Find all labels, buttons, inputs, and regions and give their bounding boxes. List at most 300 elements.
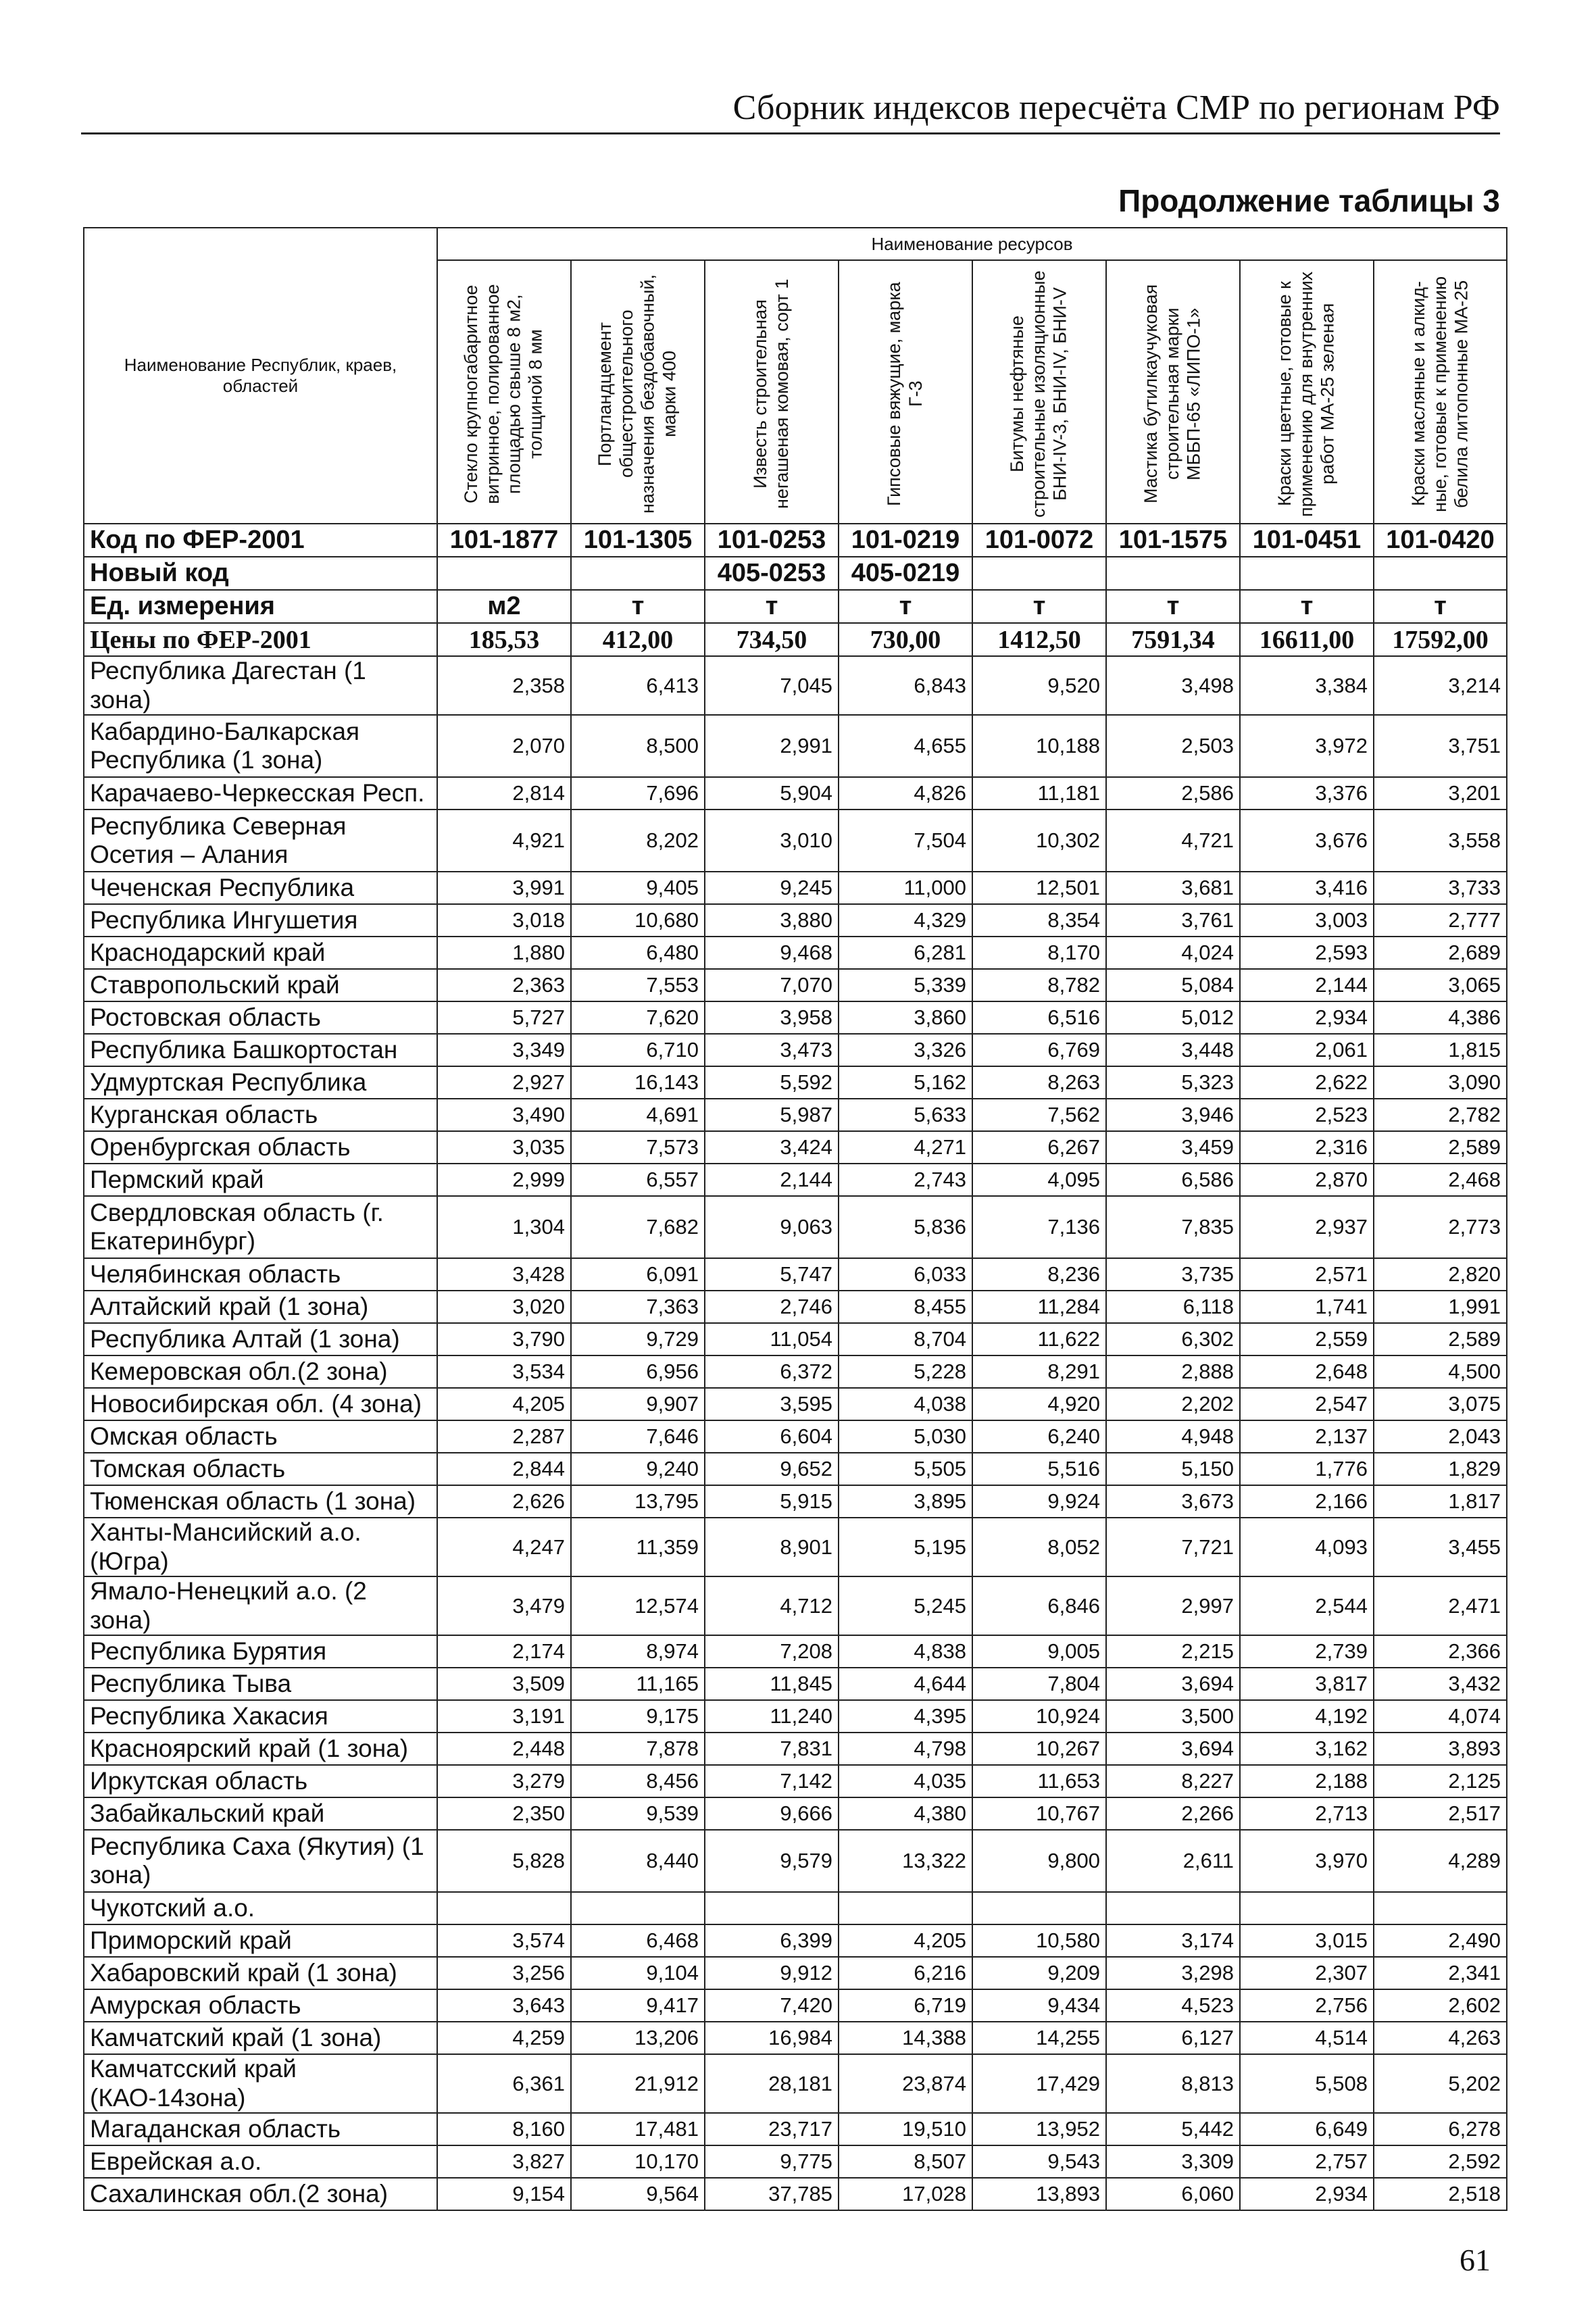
index-value: 2,757 xyxy=(1240,2145,1374,2178)
index-value: 2,215 xyxy=(1106,1635,1240,1668)
index-value: 3,065 xyxy=(1374,969,1507,1001)
index-value: 9,434 xyxy=(972,1989,1106,2022)
index-value: 2,366 xyxy=(1374,1635,1507,1668)
meta-value xyxy=(571,557,705,590)
index-value: 7,878 xyxy=(571,1733,705,1765)
index-value: 4,093 xyxy=(1240,1518,1374,1576)
resource-name: Краски масляные и алкид-ные, готовые к применению белила литопонные МА-25 xyxy=(1407,276,1472,512)
index-value: 3,174 xyxy=(1106,1924,1240,1957)
table-row xyxy=(84,1700,1507,1733)
index-value: 4,798 xyxy=(839,1733,972,1765)
index-value: 2,593 xyxy=(1240,937,1374,969)
meta-value xyxy=(972,557,1106,590)
index-value: 7,142 xyxy=(705,1765,839,1797)
index-value: 11,165 xyxy=(571,1668,705,1700)
meta-value: м2 xyxy=(437,590,571,623)
meta-value: 101-0072 xyxy=(972,524,1106,557)
index-value: 9,005 xyxy=(972,1635,1106,1668)
index-value: 6,468 xyxy=(571,1924,705,1957)
index-value: 3,958 xyxy=(705,1001,839,1034)
meta-value: 412,00 xyxy=(571,623,705,656)
index-value: 6,361 xyxy=(437,2054,571,2113)
table-row xyxy=(84,1323,1507,1355)
index-value: 6,413 xyxy=(571,656,705,715)
index-value: 14,255 xyxy=(972,2022,1106,2054)
index-value: 1,829 xyxy=(1374,1453,1507,1485)
resource-name: Краски цветные, готовые к применению для внутренних работ МА-25 зеленая xyxy=(1274,271,1338,517)
meta-value: т xyxy=(1374,590,1507,623)
index-value: 3,751 xyxy=(1374,715,1507,777)
index-value: 3,020 xyxy=(437,1291,571,1323)
index-value xyxy=(437,1892,571,1924)
index-value: 11,000 xyxy=(839,872,972,904)
index-value xyxy=(1106,1892,1240,1924)
table-row xyxy=(84,872,1507,904)
index-value: 8,052 xyxy=(972,1518,1106,1576)
index-value: 8,263 xyxy=(972,1066,1106,1099)
index-value: 2,814 xyxy=(437,777,571,810)
index-value: 2,468 xyxy=(1374,1164,1507,1196)
table-row xyxy=(84,1099,1507,1131)
index-value: 3,090 xyxy=(1374,1066,1507,1099)
index-value: 3,558 xyxy=(1374,810,1507,872)
index-value: 10,580 xyxy=(972,1924,1106,1957)
index-value: 1,815 xyxy=(1374,1034,1507,1066)
index-value: 6,649 xyxy=(1240,2113,1374,2145)
index-value: 4,205 xyxy=(437,1388,571,1420)
index-value: 3,673 xyxy=(1106,1485,1240,1518)
header-row-top xyxy=(84,228,1507,260)
index-value: 3,326 xyxy=(839,1034,972,1066)
index-value: 3,595 xyxy=(705,1388,839,1420)
table-row xyxy=(84,937,1507,969)
meta-value: т xyxy=(571,590,705,623)
resource-header-6 xyxy=(1106,260,1240,524)
index-value: 7,070 xyxy=(705,969,839,1001)
index-value: 7,835 xyxy=(1106,1196,1240,1258)
index-value: 8,160 xyxy=(437,2113,571,2145)
meta-label: Ед. измерения xyxy=(84,590,437,623)
index-value xyxy=(1240,1892,1374,1924)
index-value: 2,592 xyxy=(1374,2145,1507,2178)
region-name: Амурская область xyxy=(84,1989,437,2022)
index-value: 5,162 xyxy=(839,1066,972,1099)
index-value: 2,061 xyxy=(1240,1034,1374,1066)
index-value: 3,490 xyxy=(437,1099,571,1131)
index-value: 5,339 xyxy=(839,969,972,1001)
index-value: 7,682 xyxy=(571,1196,705,1258)
table-row xyxy=(84,1765,1507,1797)
index-value: 3,534 xyxy=(437,1355,571,1388)
index-value: 2,586 xyxy=(1106,777,1240,810)
index-value: 23,874 xyxy=(839,2054,972,2113)
index-value: 2,316 xyxy=(1240,1131,1374,1164)
index-value: 2,589 xyxy=(1374,1323,1507,1355)
index-value: 3,895 xyxy=(839,1485,972,1518)
region-name: Республика Алтай (1 зона) xyxy=(84,1323,437,1355)
region-name: Республика Хакасия xyxy=(84,1700,437,1733)
index-value: 11,622 xyxy=(972,1323,1106,1355)
index-value: 10,188 xyxy=(972,715,1106,777)
table-row xyxy=(84,1892,1507,1924)
meta-value: 17592,00 xyxy=(1374,623,1507,656)
resource-name: Битумы нефтяные строительные изоляционные БНИ-IV-3, БНИ-IV, БНИ-V xyxy=(1007,270,1070,518)
index-value: 4,329 xyxy=(839,904,972,937)
region-name: Тюменская область (1 зона) xyxy=(84,1485,437,1518)
index-value: 5,442 xyxy=(1106,2113,1240,2145)
resource-name: Известь строительная негашеная комовая, сорт 1 xyxy=(750,278,792,509)
index-value: 4,514 xyxy=(1240,2022,1374,2054)
index-value: 6,118 xyxy=(1106,1291,1240,1323)
index-value: 2,571 xyxy=(1240,1258,1374,1291)
table-row xyxy=(84,715,1507,777)
index-value: 6,956 xyxy=(571,1355,705,1388)
index-value: 3,349 xyxy=(437,1034,571,1066)
meta-value: 7591,34 xyxy=(1106,623,1240,656)
meta-value: т xyxy=(1240,590,1374,623)
index-value: 2,997 xyxy=(1106,1576,1240,1635)
index-value: 4,500 xyxy=(1374,1355,1507,1388)
index-value: 1,776 xyxy=(1240,1453,1374,1485)
index-value: 3,455 xyxy=(1374,1518,1507,1576)
index-value: 7,136 xyxy=(972,1196,1106,1258)
region-name: Омская область xyxy=(84,1420,437,1453)
index-value: 5,012 xyxy=(1106,1001,1240,1034)
index-value: 2,999 xyxy=(437,1164,571,1196)
index-value: 6,480 xyxy=(571,937,705,969)
index-value: 9,468 xyxy=(705,937,839,969)
region-name: Краснодарский край xyxy=(84,937,437,969)
index-value xyxy=(972,1892,1106,1924)
index-value: 16,984 xyxy=(705,2022,839,2054)
index-value: 10,680 xyxy=(571,904,705,937)
table-row xyxy=(84,1258,1507,1291)
table-row xyxy=(84,1485,1507,1518)
index-value: 13,322 xyxy=(839,1830,972,1892)
meta-value: 101-0451 xyxy=(1240,524,1374,557)
index-value: 3,201 xyxy=(1374,777,1507,810)
index-value: 4,038 xyxy=(839,1388,972,1420)
index-value: 2,125 xyxy=(1374,1765,1507,1797)
index-value: 2,144 xyxy=(705,1164,839,1196)
index-value: 3,416 xyxy=(1240,872,1374,904)
resource-name: Гипсовые вяжущие, марка Г-3 xyxy=(884,282,926,506)
index-value: 9,245 xyxy=(705,872,839,904)
index-value: 5,508 xyxy=(1240,2054,1374,2113)
meta-row xyxy=(84,623,1507,656)
index-value: 9,405 xyxy=(571,872,705,904)
index-value: 2,648 xyxy=(1240,1355,1374,1388)
index-value: 6,302 xyxy=(1106,1323,1240,1355)
index-value: 2,937 xyxy=(1240,1196,1374,1258)
index-value: 2,713 xyxy=(1240,1797,1374,1830)
meta-value: т xyxy=(1106,590,1240,623)
region-name: Челябинская область xyxy=(84,1258,437,1291)
meta-value xyxy=(1374,557,1507,590)
index-value: 5,228 xyxy=(839,1355,972,1388)
index-value: 4,920 xyxy=(972,1388,1106,1420)
resource-header-4 xyxy=(839,260,972,524)
meta-row xyxy=(84,590,1507,623)
index-value: 3,479 xyxy=(437,1576,571,1635)
index-value: 13,893 xyxy=(972,2178,1106,2210)
index-value: 2,043 xyxy=(1374,1420,1507,1453)
index-value: 3,424 xyxy=(705,1131,839,1164)
index-value: 16,143 xyxy=(571,1066,705,1099)
index-value: 2,559 xyxy=(1240,1323,1374,1355)
index-value: 7,831 xyxy=(705,1733,839,1765)
index-value: 9,912 xyxy=(705,1957,839,1989)
index-value: 5,516 xyxy=(972,1453,1106,1485)
index-value: 8,704 xyxy=(839,1323,972,1355)
index-value: 5,633 xyxy=(839,1099,972,1131)
index-value: 7,420 xyxy=(705,1989,839,2022)
index-value: 5,323 xyxy=(1106,1066,1240,1099)
region-name: Камчатский край (1 зона) xyxy=(84,2022,437,2054)
running-title: Сборник индексов пересчёта СМР по регионам РФ xyxy=(732,89,1500,127)
index-value: 4,263 xyxy=(1374,2022,1507,2054)
table-row xyxy=(84,656,1507,715)
index-value: 9,729 xyxy=(571,1323,705,1355)
index-value: 1,304 xyxy=(437,1196,571,1258)
index-value: 4,024 xyxy=(1106,937,1240,969)
index-value: 3,473 xyxy=(705,1034,839,1066)
region-name: Карачаево-Черкесская Респ. xyxy=(84,777,437,810)
index-value: 5,828 xyxy=(437,1830,571,1892)
meta-value: 730,00 xyxy=(839,623,972,656)
index-value: 5,747 xyxy=(705,1258,839,1291)
index-value: 3,970 xyxy=(1240,1830,1374,1892)
index-value: 3,432 xyxy=(1374,1668,1507,1700)
index-value: 2,144 xyxy=(1240,969,1374,1001)
table-row xyxy=(84,969,1507,1001)
table-row xyxy=(84,2113,1507,2145)
index-value: 2,888 xyxy=(1106,1355,1240,1388)
region-name: Ямало-Ненецкий а.о. (2 зона) xyxy=(84,1576,437,1635)
table-row xyxy=(84,904,1507,937)
resources-header: Наименование ресурсов xyxy=(437,228,1507,260)
index-value: 4,271 xyxy=(839,1131,972,1164)
index-value: 3,075 xyxy=(1374,1388,1507,1420)
index-value: 9,104 xyxy=(571,1957,705,1989)
meta-value: т xyxy=(705,590,839,623)
index-value: 8,455 xyxy=(839,1291,972,1323)
table-row xyxy=(84,1518,1507,1576)
index-value: 21,912 xyxy=(571,2054,705,2113)
table-row xyxy=(84,1957,1507,1989)
region-name: Забайкальский край xyxy=(84,1797,437,1830)
index-value: 9,579 xyxy=(705,1830,839,1892)
index-value: 11,284 xyxy=(972,1291,1106,1323)
index-value: 9,924 xyxy=(972,1485,1106,1518)
meta-value: 1412,50 xyxy=(972,623,1106,656)
index-value: 8,440 xyxy=(571,1830,705,1892)
index-value: 2,991 xyxy=(705,715,839,777)
index-value: 4,838 xyxy=(839,1635,972,1668)
index-value: 8,291 xyxy=(972,1355,1106,1388)
index-value: 6,240 xyxy=(972,1420,1106,1453)
table-row xyxy=(84,810,1507,872)
index-value: 11,845 xyxy=(705,1668,839,1700)
meta-value: т xyxy=(839,590,972,623)
index-value: 3,010 xyxy=(705,810,839,872)
index-value: 12,501 xyxy=(972,872,1106,904)
index-value: 3,003 xyxy=(1240,904,1374,937)
region-name: Кабардино-Балкарская Республика (1 зона) xyxy=(84,715,437,777)
meta-value xyxy=(1240,557,1374,590)
table-row xyxy=(84,1635,1507,1668)
index-value: 5,592 xyxy=(705,1066,839,1099)
index-value: 5,904 xyxy=(705,777,839,810)
index-value: 6,127 xyxy=(1106,2022,1240,2054)
index-value: 2,266 xyxy=(1106,1797,1240,1830)
index-value xyxy=(839,1892,972,1924)
index-value: 4,712 xyxy=(705,1576,839,1635)
meta-value: 101-1575 xyxy=(1106,524,1240,557)
region-name: Республика Бурятия xyxy=(84,1635,437,1668)
index-value xyxy=(1374,1892,1507,1924)
index-value: 6,719 xyxy=(839,1989,972,2022)
index-value: 19,510 xyxy=(839,2113,972,2145)
index-value: 5,987 xyxy=(705,1099,839,1131)
index-value: 4,386 xyxy=(1374,1001,1507,1034)
index-value: 7,620 xyxy=(571,1001,705,1034)
index-value: 3,018 xyxy=(437,904,571,937)
index-value: 7,045 xyxy=(705,656,839,715)
index-value: 4,655 xyxy=(839,715,972,777)
index-value: 2,743 xyxy=(839,1164,972,1196)
region-name: Кемеровская обл.(2 зона) xyxy=(84,1355,437,1388)
index-value: 2,137 xyxy=(1240,1420,1374,1453)
index-value: 4,095 xyxy=(972,1164,1106,1196)
index-value: 9,666 xyxy=(705,1797,839,1830)
index-value: 9,543 xyxy=(972,2145,1106,2178)
meta-value: 734,50 xyxy=(705,623,839,656)
region-name: Республика Башкортостан xyxy=(84,1034,437,1066)
index-value: 6,091 xyxy=(571,1258,705,1291)
meta-row xyxy=(84,524,1507,557)
index-value: 2,689 xyxy=(1374,937,1507,969)
index-value: 9,154 xyxy=(437,2178,571,2210)
index-value: 7,573 xyxy=(571,1131,705,1164)
index-value: 4,826 xyxy=(839,777,972,810)
index-value: 11,181 xyxy=(972,777,1106,810)
index-value: 3,694 xyxy=(1106,1733,1240,1765)
index-value: 1,991 xyxy=(1374,1291,1507,1323)
table-row xyxy=(84,1668,1507,1700)
index-value: 6,399 xyxy=(705,1924,839,1957)
region-name: Камчатсский край (КАО-14зона) xyxy=(84,2054,437,2113)
index-value: 9,175 xyxy=(571,1700,705,1733)
region-name: Магаданская область xyxy=(84,2113,437,2145)
index-value: 10,924 xyxy=(972,1700,1106,1733)
index-value: 5,195 xyxy=(839,1518,972,1576)
index-value: 3,428 xyxy=(437,1258,571,1291)
index-value: 2,602 xyxy=(1374,1989,1507,2022)
region-name: Томская область xyxy=(84,1453,437,1485)
index-value: 2,870 xyxy=(1240,1164,1374,1196)
index-value: 11,240 xyxy=(705,1700,839,1733)
meta-label: Новый код xyxy=(84,557,437,590)
index-value: 17,429 xyxy=(972,2054,1106,2113)
index-value: 3,376 xyxy=(1240,777,1374,810)
region-name: Сахалинская обл.(2 зона) xyxy=(84,2178,437,2210)
index-value: 7,646 xyxy=(571,1420,705,1453)
index-value: 7,721 xyxy=(1106,1518,1240,1576)
index-value xyxy=(705,1892,839,1924)
index-value: 3,827 xyxy=(437,2145,571,2178)
index-value: 2,782 xyxy=(1374,1099,1507,1131)
index-value: 2,174 xyxy=(437,1635,571,1668)
index-value: 2,934 xyxy=(1240,1001,1374,1034)
meta-label: Цены по ФЕР-2001 xyxy=(84,623,437,656)
index-value: 9,800 xyxy=(972,1830,1106,1892)
region-column-header: Наименование Республик, краев, областей xyxy=(84,228,437,524)
index-value: 2,927 xyxy=(437,1066,571,1099)
resource-header-7 xyxy=(1240,260,1374,524)
region-name: Ханты-Мансийский а.о.(Югра) xyxy=(84,1518,437,1576)
index-value: 3,733 xyxy=(1374,872,1507,904)
region-name: Красноярский край (1 зона) xyxy=(84,1733,437,1765)
index-value: 2,746 xyxy=(705,1291,839,1323)
resource-name: Стекло крупногабаритное витринное, полированное площадью свыше 8 м2, толщиной 8 мм xyxy=(461,284,546,504)
index-value: 2,307 xyxy=(1240,1957,1374,1989)
region-name: Ставропольский край xyxy=(84,969,437,1001)
resource-header-2 xyxy=(571,260,705,524)
table-row xyxy=(84,777,1507,810)
index-value: 7,363 xyxy=(571,1291,705,1323)
index-value: 6,033 xyxy=(839,1258,972,1291)
index-value: 6,278 xyxy=(1374,2113,1507,2145)
index-value: 2,589 xyxy=(1374,1131,1507,1164)
index-value: 2,188 xyxy=(1240,1765,1374,1797)
index-value: 9,775 xyxy=(705,2145,839,2178)
meta-value: 405-0253 xyxy=(705,557,839,590)
table-continuation-title: Продолжение таблицы 3 xyxy=(1118,183,1500,218)
region-name: Приморский край xyxy=(84,1924,437,1957)
index-value: 13,952 xyxy=(972,2113,1106,2145)
index-value: 10,267 xyxy=(972,1733,1106,1765)
index-value: 2,544 xyxy=(1240,1576,1374,1635)
index-value: 7,696 xyxy=(571,777,705,810)
index-value: 6,846 xyxy=(972,1576,1106,1635)
index-value: 6,557 xyxy=(571,1164,705,1196)
index-value: 3,309 xyxy=(1106,2145,1240,2178)
index-value: 8,782 xyxy=(972,969,1106,1001)
index-value: 6,604 xyxy=(705,1420,839,1453)
resource-header-8 xyxy=(1374,260,1507,524)
index-value: 28,181 xyxy=(705,2054,839,2113)
index-value: 2,448 xyxy=(437,1733,571,1765)
index-value: 2,490 xyxy=(1374,1924,1507,1957)
table-row xyxy=(84,1733,1507,1765)
index-value: 14,388 xyxy=(839,2022,972,2054)
index-value: 17,481 xyxy=(571,2113,705,2145)
index-value: 13,795 xyxy=(571,1485,705,1518)
index-value: 3,035 xyxy=(437,1131,571,1164)
index-value: 1,741 xyxy=(1240,1291,1374,1323)
meta-value xyxy=(437,557,571,590)
region-name: Курганская область xyxy=(84,1099,437,1131)
index-value: 9,907 xyxy=(571,1388,705,1420)
index-value: 9,240 xyxy=(571,1453,705,1485)
table-row xyxy=(84,1131,1507,1164)
table-row xyxy=(84,2178,1507,2210)
index-value: 6,060 xyxy=(1106,2178,1240,2210)
table-row xyxy=(84,1924,1507,1957)
index-value: 3,643 xyxy=(437,1989,571,2022)
index-value: 10,170 xyxy=(571,2145,705,2178)
